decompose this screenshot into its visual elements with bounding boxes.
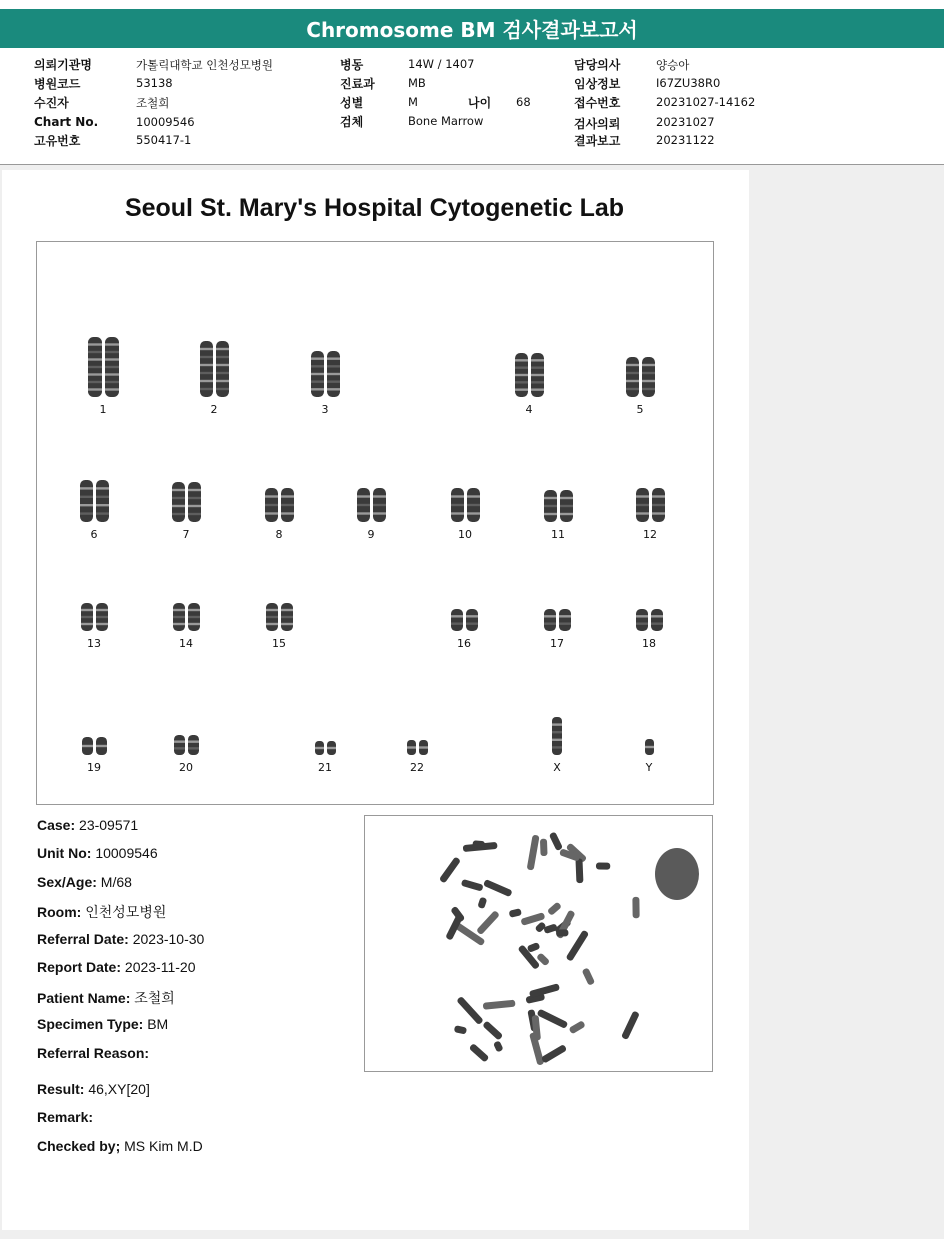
field-value: 2023-11-20 [121, 959, 196, 975]
info-value-receipt-no: 20231027-14162 [656, 95, 756, 109]
info-label-unique-no: 고유번호 [34, 134, 81, 148]
chromosome-label: X [553, 761, 561, 774]
info-value-clinical-info: I67ZU38R0 [656, 76, 721, 90]
field-row [37, 959, 195, 975]
metaphase-chromosome [461, 879, 484, 892]
field-label: Specimen Type: [37, 1016, 144, 1032]
chromosome-pair-graphic [626, 357, 655, 397]
report-sheet [2, 170, 749, 1230]
field-row [37, 931, 204, 947]
metaphase-chromosome [527, 942, 541, 953]
info-value-institution: 가톨릭대학교 인천성모병원 [136, 58, 273, 72]
chromosome-pair-graphic [88, 337, 119, 397]
field-row [37, 988, 175, 1008]
info-label-ward: 병동 [340, 58, 364, 72]
metaphase-chromosome [483, 1000, 516, 1010]
field-row [37, 1016, 168, 1032]
chromosome-label: 6 [90, 528, 98, 541]
field-label: Referral Reason: [37, 1045, 150, 1061]
info-label-chart-no: Chart No. [34, 115, 99, 129]
info-value-physician: 양승아 [656, 58, 690, 72]
info-label-request-date: 검사의뢰 [574, 117, 621, 131]
field-row [37, 902, 166, 922]
metaphase-chromosome [556, 929, 569, 936]
field-value: MS Kim M.D [120, 1138, 203, 1154]
field-row [37, 1109, 93, 1125]
metaphase-chromosome [483, 879, 513, 897]
chromosome-label: 16 [457, 637, 471, 650]
chromosome-pair-graphic [636, 609, 663, 631]
chromosome-label: Y [645, 761, 653, 774]
field-row [37, 1138, 203, 1154]
chromosome-label: 18 [642, 637, 656, 650]
field-value: 2023-10-30 [128, 931, 205, 947]
info-value-sex: M [408, 95, 418, 109]
field-value: 23-09571 [75, 817, 139, 833]
chromosome-pair-graphic [311, 351, 340, 397]
field-label: Referral Date: [37, 931, 129, 947]
report-banner [0, 9, 944, 48]
metaphase-chromosome [509, 908, 522, 918]
info-label-report-date: 결과보고 [574, 134, 621, 148]
chromosome-pair-graphic [544, 490, 573, 522]
chromosome-label: 5 [636, 403, 644, 416]
chromosome-label: 14 [179, 637, 193, 650]
field-label: Patient Name: [37, 990, 131, 1006]
chromosome-pair-graphic [266, 603, 293, 631]
info-value-request-date: 20231027 [656, 115, 715, 129]
chromosome-label: 12 [643, 528, 657, 541]
metaphase-chromosome [529, 1032, 544, 1066]
field-value: 조철희 [130, 990, 175, 1006]
info-label-clinical-info: 임상정보 [574, 77, 621, 91]
metaphase-chromosome [632, 897, 639, 918]
metaphase-chromosome [527, 835, 540, 871]
field-value: 46,XY[20] [84, 1081, 150, 1097]
info-value-age: 68 [516, 95, 531, 109]
metaphase-chromosome [541, 1044, 567, 1064]
chromosome-pair-graphic [451, 609, 478, 631]
chromosome-label: 3 [321, 403, 329, 416]
info-value-specimen: Bone Marrow [408, 114, 484, 128]
metaphase-spread-graphic [365, 816, 712, 1071]
metaphase-chromosome [549, 831, 563, 851]
info-label-hospital-code: 병원코드 [34, 77, 81, 91]
chromosome-label: 4 [525, 403, 533, 416]
chromosome-pair-graphic [315, 741, 336, 755]
field-value: BM [143, 1016, 169, 1032]
info-value-ward: 14W / 1407 [408, 57, 475, 71]
chromosome-pair-graphic [451, 488, 480, 522]
field-label: Room: [37, 904, 82, 920]
chromosome-label: 8 [275, 528, 283, 541]
chromosome-pair-graphic [265, 488, 294, 522]
chromosome-label: 22 [410, 761, 424, 774]
field-value: 10009546 [91, 845, 158, 861]
metaphase-chromosome [568, 1020, 585, 1034]
field-label: Report Date: [37, 959, 122, 975]
chromosome-label: 15 [272, 637, 286, 650]
chromosome-pair-graphic [636, 488, 665, 522]
field-row [37, 1045, 149, 1061]
chromosome-pair-graphic [81, 603, 108, 631]
chromosome-label: 7 [182, 528, 190, 541]
field-label: Checked by; [37, 1138, 121, 1154]
chromosome-label: 2 [210, 403, 218, 416]
metaphase-image [364, 815, 713, 1072]
chromosome-pair-graphic [645, 739, 654, 755]
patient-info-panel [0, 48, 944, 165]
chromosome-pair-graphic [174, 735, 199, 755]
chromosome-pair-graphic [357, 488, 386, 522]
chromosome-pair-graphic [82, 737, 107, 755]
top-strip [0, 0, 944, 9]
field-label: Case: [37, 817, 76, 833]
report-title: Chromosome BM 검사결과보고서 [306, 18, 638, 42]
chromosome-label: 9 [367, 528, 375, 541]
info-value-hospital-code: 53138 [136, 76, 173, 90]
karyotype-image [36, 241, 714, 805]
chromosome-label: 11 [551, 528, 565, 541]
info-label-physician: 담당의사 [574, 58, 621, 72]
metaphase-chromosome [456, 996, 484, 1025]
chromosome-label: 20 [179, 761, 193, 774]
chromosome-pair-graphic [173, 603, 200, 631]
chromosome-label: 17 [550, 637, 564, 650]
metaphase-chromosome [529, 983, 560, 998]
chromosome-pair-graphic [200, 341, 229, 397]
chromosome-label: 1 [99, 403, 107, 416]
lab-title: Seoul St. Mary's Hospital Cytogenetic Lab [124, 194, 625, 222]
metaphase-chromosome [482, 1020, 503, 1040]
field-row [37, 845, 158, 861]
metaphase-chromosome [566, 930, 590, 962]
field-row [37, 874, 132, 890]
info-label-receipt-no: 접수번호 [574, 96, 621, 110]
info-value-report-date: 20231122 [656, 133, 715, 147]
chromosome-pair-graphic [515, 353, 544, 397]
info-value-patient: 조철희 [136, 96, 170, 110]
metaphase-chromosome [469, 1043, 490, 1063]
field-row [37, 817, 138, 833]
field-row [37, 1081, 150, 1097]
metaphase-chromosome [582, 967, 596, 985]
chromosome-pair-graphic [172, 482, 201, 522]
chromosome-pair-graphic [80, 480, 109, 522]
metaphase-chromosome [543, 923, 558, 934]
info-value-unique-no: 550417-1 [136, 133, 192, 147]
metaphase-chromosome [537, 1009, 569, 1029]
chromosome-label: 19 [87, 761, 101, 774]
field-label: Unit No: [37, 845, 92, 861]
field-label: Result: [37, 1081, 85, 1097]
info-value-chart-no: 10009546 [136, 115, 195, 129]
field-label: Remark: [37, 1109, 94, 1125]
metaphase-chromosome [472, 840, 485, 848]
metaphase-chromosome [575, 858, 583, 883]
metaphase-chromosome [493, 1040, 504, 1052]
info-label-department: 진료과 [340, 77, 375, 91]
chromosome-pair-graphic [544, 609, 571, 631]
chromosome-pair-graphic [407, 740, 428, 755]
chromosome-label: 10 [458, 528, 472, 541]
info-value-department: MB [408, 76, 426, 90]
metaphase-chromosome [454, 1025, 467, 1034]
metaphase-chromosome [540, 839, 548, 857]
metaphase-chromosome [477, 897, 487, 909]
field-value: 인천성모병원 [81, 904, 167, 920]
chromosome-label: 13 [87, 637, 101, 650]
metaphase-chromosome [621, 1010, 640, 1040]
metaphase-chromosome [596, 863, 610, 870]
info-label-institution: 의뢰기관명 [34, 58, 92, 72]
chromosome-pair-graphic [552, 717, 562, 755]
info-label-age: 나이 [468, 96, 492, 110]
interphase-nucleus [655, 848, 699, 900]
metaphase-chromosome [476, 910, 500, 935]
info-label-sex: 성별 [340, 96, 364, 110]
info-label-patient: 수진자 [34, 96, 69, 110]
field-label: Sex/Age: [37, 874, 97, 890]
info-label-specimen: 검체 [340, 115, 364, 129]
metaphase-chromosome [547, 901, 562, 915]
chromosome-label: 21 [318, 761, 332, 774]
metaphase-chromosome [439, 856, 461, 883]
field-value: M/68 [96, 874, 132, 890]
